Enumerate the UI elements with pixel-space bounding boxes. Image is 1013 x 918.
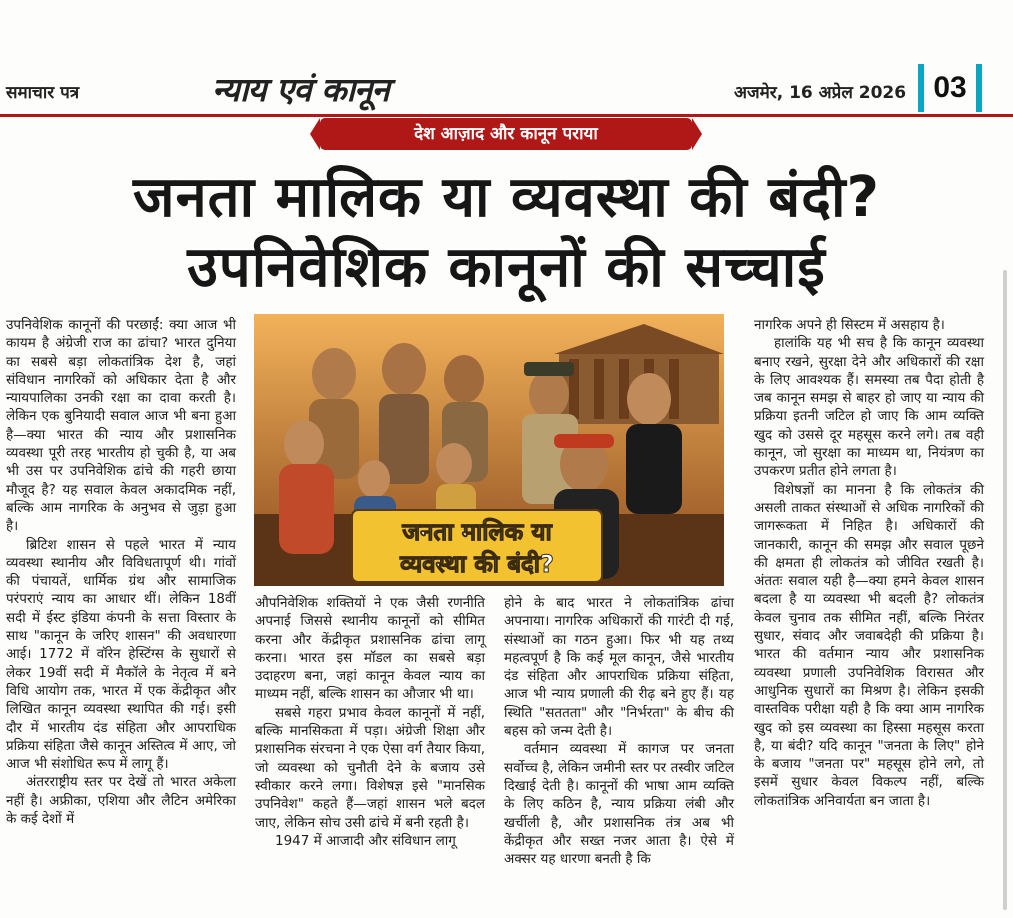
paragraph: नागरिक अपने ही सिस्टम में असहाय है।	[754, 317, 945, 333]
paragraph: होने के बाद भारत ने लोकतांत्रिक ढांचा अपनाया। नागरिक अधिकारों की गारंटी दी गई, संस्थाओं का गठन हुआ। फिर भी यह तथ्य महत्वपूर्ण है कि कई मूल कानून, जैसे भारतीय दंड संहिता और आपराधिक प्रक्रिया संहिता, आज भी न्याय प्रणाली की रीढ़ बने हुए हैं। यह स्थिति "सततता" और "निर्भरता" के बीच की बहस को जन्म देती है।	[504, 595, 734, 740]
paragraph: उपनिवेशिक कानूनों की परछाईं: क्या आज भी कायम है अंग्रेजी राज का ढांचा? भारत दुनिया का सबसे बड़ा लोकतांत्रिक देश है, जहां संविधान नागरिकों को अधिकार देता है और न्यायपालिका उनकी रक्षा का दावा करती है। लेकिन एक बुनियादी सवाल आज भी बना हुआ है—क्या भारत की न्याय और प्रशासनिक व्यवस्था पूरी तरह भारतीय हो चुकी है, या अब भी उस पर उपनिवेशिक ढांचे की गहरी छाया मौजूद है? यह सवाल केवल अकादमिक नहीं, बल्कि आम नागरिक के अनुभव से जुड़ा हुआ है।	[6, 317, 236, 535]
header-rule	[0, 114, 1013, 117]
paragraph: हालांकि यह भी सच है कि कानून व्यवस्था बनाए रखने, सुरक्षा देने और अधिकारों की रक्षा के लिए आवश्यक हैं। समस्या तब पैदा होती है जब कानून समझ से बाहर हो जाए या न्याय की प्रक्रिया इतनी जटिल हो जाए कि आम व्यक्ति खुद को उससे दूर महसूस करने लगे। तब वही कानून, जो सुरक्षा का माध्यम था, नियंत्रण का उपकरण प्रतीत होने लगता है।	[754, 335, 984, 480]
dateline: अजमेर, 16 अप्रेल 2026	[734, 83, 907, 103]
illustration	[254, 314, 724, 586]
paragraph: अंतरराष्ट्रीय स्तर पर देखें तो भारत अकेला नहीं है। अफ्रीका, एशिया और लैटिन अमेरिका के कई देशों में	[6, 774, 236, 828]
section-title: न्याय एवं कानून	[212, 70, 389, 109]
page-number: 03	[933, 71, 967, 104]
paper-name: समाचार पत्र	[6, 83, 80, 103]
masthead	[0, 62, 1013, 114]
headline-line-2: उपनिवेशिक कानूनों की सच्चाई	[187, 235, 826, 300]
caption-line-1: जनता मालिक या	[402, 518, 552, 546]
illustration-art	[254, 314, 724, 586]
article-column-4	[754, 316, 984, 810]
paragraph: औपनिवेशिक शक्तियों ने एक जैसी रणनीति अपनाई जिससे स्थानीय कानूनों को सीमित करना और केंद्रीकृत प्रशासनिक ढांचा लागू करना। भारत इस मॉडल का सबसे बड़ा उदाहरण बना, जहां कानून केवल न्याय का माध्यम नहीं, बल्कि शासन का औजार भी था।	[255, 595, 485, 703]
kicker-banner: देश आज़ाद और कानून पराया	[320, 118, 692, 150]
scrollbar[interactable]	[1003, 270, 1007, 910]
headline-line-1: जनता मालिक या व्यवस्था की बंदी?	[133, 165, 880, 230]
page-number-box	[918, 64, 982, 112]
caption-line-2: व्यवस्था की बंदी?	[400, 550, 554, 578]
article-column-1	[6, 316, 236, 828]
paragraph: 1947 में आजादी और संविधान लागू	[275, 832, 456, 849]
caption-box	[352, 510, 602, 582]
paragraph: वर्तमान व्यवस्था में कागज पर जनता सर्वोच्च है, लेकिन जमीनी स्तर पर तस्वीर जटिल दिखाई देती है। कानूनों की भाषा आम व्यक्ति के लिए कठिन है, न्याय प्रक्रिया लंबी और खर्चीली है, और प्रशासनिक तंत्र अब भी केंद्रीकृत और सख्त नजर आता है। ऐसे में अक्सर यह धारणा बनती है कि	[504, 741, 734, 868]
article-column-2	[255, 594, 485, 850]
paragraph: सबसे गहरा प्रभाव केवल कानूनों में नहीं, बल्कि मानसिकता में पड़ा। अंग्रेजी शिक्षा और प्रशासनिक संरचना ने एक ऐसा वर्ग तैयार किया, जो व्यवस्था को चुनौती देने के बजाय उसे स्वीकार करने लगा। विशेषज्ञ इसे "मानसिक उपनिवेश" कहते हैं—जहां शासन भले बदल जाए, लेकिन सोच उसी ढांचे में बनी रहती है।	[255, 704, 485, 831]
paragraph: विशेषज्ञों का मानना है कि लोकतंत्र की असली ताकत संस्थाओं से अधिक नागरिकों की जागरूकता में निहित है। अधिकारों की जानकारी, कानून की समझ और सवाल पूछने की क्षमता ही लोकतंत्र को जीवित रखती है। अंततः सवाल यही है—क्या हमने केवल शासन बदला है या व्यवस्था भी बदली है? लोकतंत्र केवल चुनाव तक सीमित नहीं, बल्कि निरंतर सुधार, संवाद और जवाबदेही की प्रक्रिया है। भारत की वर्तमान न्याय और प्रशासनिक व्यवस्था प्रणाली उपनिवेशिक विरासत और आधुनिक सुधारों का मिश्रण है। लेकिन इसकी वास्तविक परीक्षा यही है कि क्या आम नागरिक खुद को इस व्यवस्था का हिस्सा महसूस करता है, या बंदी? यदि कानून "जनता के लिए" होने के बजाय "जनता पर" महसूस होने लगे, तो इसमें सुधार केवल विकल्प नहीं, बल्कि लोकतांत्रिक अनिवार्यता बन जाता है।	[754, 481, 984, 809]
paragraph: ब्रिटिश शासन से पहले भारत में न्याय व्यवस्था स्थानीय और विविधतापूर्ण थी। गांवों की पंचायतें, धार्मिक ग्रंथ और सामाजिक परंपराएं न्याय का आधार थीं। लेकिन 18वीं सदी में ईस्ट इंडिया कंपनी के सत्ता विस्तार के साथ "कानून के जरिए शासन" की अवधारणा आई। 1772 में वॉरेन हेस्टिंग्स के सुधारों से लेकर 19वीं सदी में मैकॉले के नेतृत्व में बने विधि आयोग तक, भारत में एक केंद्रीकृत और लिखित कानून व्यवस्था स्थापित की गई। इसी दौर में भारतीय दंड संहिता और आपराधिक प्रक्रिया संहिता जैसे कानून अस्तित्व में आए, जो आज भी संशोधित रूप में लागू हैं।	[6, 536, 236, 773]
article-column-3	[504, 594, 734, 868]
